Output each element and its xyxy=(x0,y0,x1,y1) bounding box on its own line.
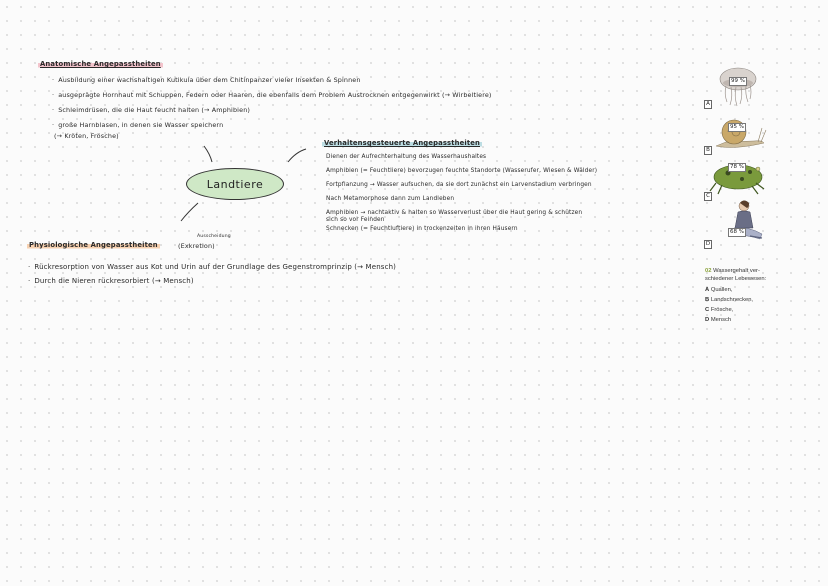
panel-letter: A xyxy=(704,100,712,109)
behavioural-item-continuation: sich so vor Feinden xyxy=(326,217,385,223)
behavioural-item: Amphibien → nachtaktiv & halten so Wasserverlust über die Haut gering & schützen xyxy=(326,210,583,216)
anatomical-section xyxy=(38,60,492,140)
figure-caption xyxy=(705,267,791,324)
caption-title-line2: schiedener Lebewesen: xyxy=(705,276,767,282)
physiological-item: · Rückresorption von Wasser aus Kot und Urin auf der Grundlage des Gegenstromprinzip (→ Mensch) xyxy=(28,263,396,271)
anatomical-item: · große Harnblasen, in denen sie Wasser speichern xyxy=(52,121,492,129)
center-node-landtiere xyxy=(186,168,284,200)
physiological-annotation-small: Ausscheidung xyxy=(197,234,231,239)
frog-icon xyxy=(704,155,768,200)
behavioural-item: Dienen der Aufrechterhaltung des Wasserhaushaltes xyxy=(326,154,487,160)
percent-label: 78 % xyxy=(730,164,744,170)
figure-panel-b xyxy=(704,113,768,155)
caption-legend-item: B Landschnecken, xyxy=(705,297,754,303)
caption-legend-item: A Quallen, xyxy=(705,287,733,293)
anatomical-item-continuation: (→ Kröten, Frösche) xyxy=(54,132,119,140)
caption-title: 02 Wassergehalt ver- xyxy=(705,268,760,274)
physiological-annotation: (Exkretion) xyxy=(178,242,215,250)
figure-panel-a xyxy=(704,64,768,110)
caption-legend-item: C Frösche, xyxy=(705,307,734,313)
snail-icon xyxy=(704,113,768,155)
percent-label: 95 % xyxy=(730,124,744,130)
physiological-item: · Durch die Nieren rückresorbiert (→ Mensch) xyxy=(28,277,194,285)
percent-label: 99 % xyxy=(731,78,745,84)
anatomical-item: · ausgeprägte Hornhaut mit Schuppen, Federn oder Haaren, die ebenfalls dem Problem Austrocknen entgegenwirkt (→ Wirbeltiere) xyxy=(52,91,492,99)
behavioural-item: Nach Metamorphose dann zum Landleben xyxy=(326,196,455,202)
panel-letter: C xyxy=(704,192,712,201)
person-icon xyxy=(704,198,768,248)
anatomical-item: · Schleimdrüsen, die die Haut feucht halten (→ Amphibien) xyxy=(52,106,492,114)
behavioural-section xyxy=(322,139,597,232)
anatomical-item: · Ausbildung einer wachshaltigen Kutikula über dem Chitinpanzer vieler Insekten & Spinnen xyxy=(52,76,492,84)
anatomical-heading: Anatomische Angepasstheiten xyxy=(40,60,161,68)
center-label: Landtiere xyxy=(206,177,264,191)
jellyfish-icon xyxy=(704,64,768,110)
behavioural-item: Schnecken (= Feuchtluftiere) in trockenzeiten in ihren Häusern xyxy=(326,226,518,232)
figure-panel-c xyxy=(704,155,768,200)
percent-label: 68 % xyxy=(730,229,744,235)
behavioural-item: Fortpflanzung → Wasser aufsuchen, da sie dort zunächst ein Larvenstadium verbringen xyxy=(326,182,592,188)
figure-panel-d xyxy=(704,198,768,248)
behavioural-heading: Verhaltensgesteuerte Angepasstheiten xyxy=(324,139,480,147)
behavioural-item: Amphibien (= Feuchtliere) bevorzugen feuchte Standorte (Wasserufer, Wiesen & Wälder) xyxy=(326,168,598,174)
physiological-heading: Physiologische Angepasstheiten xyxy=(29,241,158,249)
panel-letter: B xyxy=(704,146,712,155)
caption-legend-item: D Mensch xyxy=(705,317,732,323)
panel-letter: D xyxy=(705,241,711,247)
